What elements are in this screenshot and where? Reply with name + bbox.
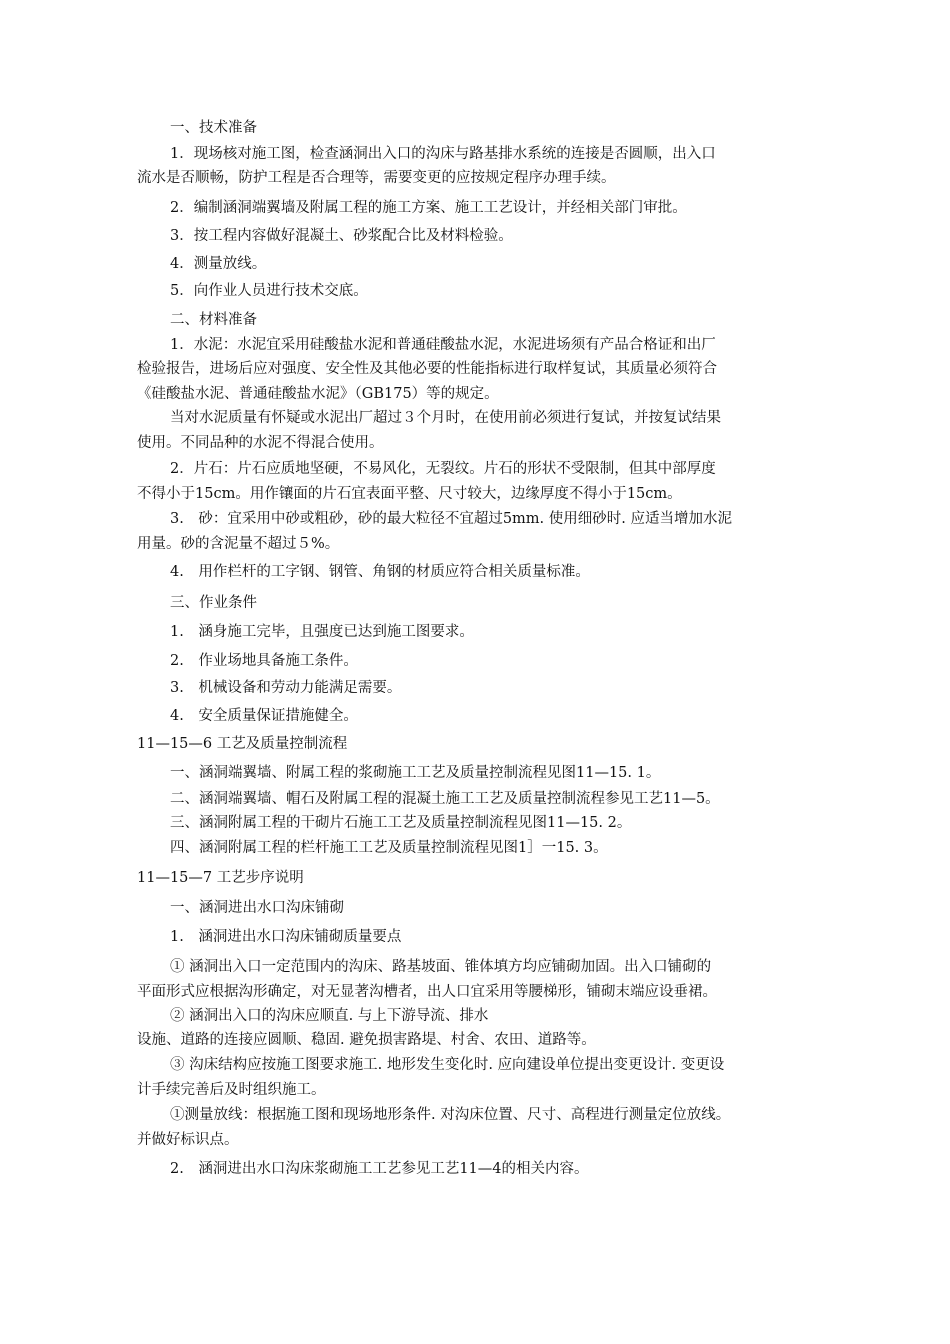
paragraph-line: 不得小于15cm。用作镶面的片石宜表面平整、尺寸较大，边缘厚度不得小于15cm。 <box>137 486 682 502</box>
paragraph-line: 3. 机械设备和劳动力能满足需要。 <box>170 680 402 696</box>
paragraph-line: 平面形式应根据沟形确定，对无显著沟槽者，出人口宜采用等腰梯形，铺砌末端应设垂裙。 <box>137 984 717 1000</box>
paragraph-line: 1．水泥：水泥宜采用硅酸盐水泥和普通硅酸盐水泥，水泥进场须有产品合格证和出厂 <box>170 337 716 353</box>
paragraph-line: 并做好标识点。 <box>137 1132 239 1148</box>
paragraph-line: 当对水泥质量有怀疑或水泥出厂超过３个月时，在使用前必须进行复试，并按复试结果 <box>170 410 721 426</box>
paragraph-line: 2．片石：片石应质地坚硬，不易风化，无裂纹。片石的形状不受限制，但其中部厚度 <box>170 461 716 477</box>
heading-inlet-outlet-paving: 一、涵洞进出水口沟床铺砌 <box>170 900 344 916</box>
paragraph-line: ①测量放线：根据施工图和现场地形条件. 对沟床位置、尺寸、高程进行测量定位放线。 <box>170 1107 731 1123</box>
heading-technical-preparation: 一、技术准备 <box>170 120 257 136</box>
paragraph-line: 3. 砂：宜采用中砂或粗砂，砂的最大粒径不宜超过5mm. 使用细砂时. 应适当增加水泥 <box>170 511 732 527</box>
paragraph-line: 三、涵洞附属工程的干砌片石施工工艺及质量控制流程见图11—15. 2。 <box>170 815 632 831</box>
paragraph-line: 4．测量放线。 <box>170 256 267 272</box>
paragraph-line: 用量。砂的含泥量不超过５%。 <box>137 536 340 552</box>
paragraph-line: 《硅酸盐水泥、普通硅酸盐水泥》（GB175）等的规定。 <box>137 386 499 402</box>
paragraph-line: 检验报告，进场后应对强度、安全性及其他必要的性能指标进行取样复试，其质量必须符合 <box>137 361 717 377</box>
paragraph-line: 使用。不同品种的水泥不得混合使用。 <box>137 435 384 451</box>
section-heading-11-15-6: 11—15—6 工艺及质量控制流程 <box>137 736 348 752</box>
paragraph-line: 1. 涵洞进出水口沟床铺砌质量要点 <box>170 929 402 945</box>
paragraph-line: 4. 安全质量保证措施健全。 <box>170 708 358 724</box>
paragraph-line: 5．向作业人员进行技术交底。 <box>170 283 368 299</box>
heading-material-preparation: 二、材料准备 <box>170 312 257 328</box>
paragraph-line: ① 涵洞出入口一定范围内的沟床、路基坡面、锥体填方均应铺砌加固。出入口铺砌的 <box>170 959 712 975</box>
paragraph-line: 2. 涵洞进出水口沟床浆砌施工工艺参见工艺11—4的相关内容。 <box>170 1161 589 1177</box>
paragraph-line: 1. 涵身施工完毕，且强度已达到施工图要求。 <box>170 624 474 640</box>
paragraph-line: 二、涵洞端翼墙、帽石及附属工程的混凝土施工工艺及质量控制流程参见工艺11—5。 <box>170 791 720 807</box>
paragraph-line: 流水是否顺畅，防护工程是否合理等，需要变更的应按规定程序办理手续。 <box>137 170 616 186</box>
paragraph-line: 1．现场核对施工图，检查涵洞出入口的沟床与路基排水系统的连接是否圆顺，出入口 <box>170 146 716 162</box>
paragraph-line: 3．按工程内容做好混凝土、砂浆配合比及材料检验。 <box>170 228 513 244</box>
paragraph-line: 一、涵洞端翼墙、附属工程的浆砌施工工艺及质量控制流程见图11—15. 1。 <box>170 765 661 781</box>
section-heading-11-15-7: 11—15—7 工艺步序说明 <box>137 870 304 886</box>
paragraph-line: 四、涵洞附属工程的栏杆施工工艺及质量控制流程见图1］一15. 3。 <box>170 840 608 856</box>
paragraph-line: 计手续完善后及时组织施工。 <box>137 1082 326 1098</box>
heading-work-conditions: 三、作业条件 <box>170 595 257 611</box>
paragraph-line: 设施、道路的连接应圆顺、稳固. 避免损害路堤、村舍、农田、道路等。 <box>137 1032 596 1048</box>
paragraph-line: 4. 用作栏杆的工字钢、钢管、角钢的材质应符合相关质量标准。 <box>170 564 590 580</box>
paragraph-line: 2. 作业场地具备施工条件。 <box>170 653 358 669</box>
paragraph-line: 2．编制涵洞端翼墙及附属工程的施工方案、施工工艺设计，并经相关部门审批。 <box>170 200 687 216</box>
paragraph-line: ② 涵洞出入口的沟床应顺直. 与上下游导流、排水 <box>170 1008 489 1024</box>
paragraph-line: ③ 沟床结构应按施工图要求施工. 地形发生变化时. 应向建设单位提出变更设计. 变更设 <box>170 1057 725 1073</box>
